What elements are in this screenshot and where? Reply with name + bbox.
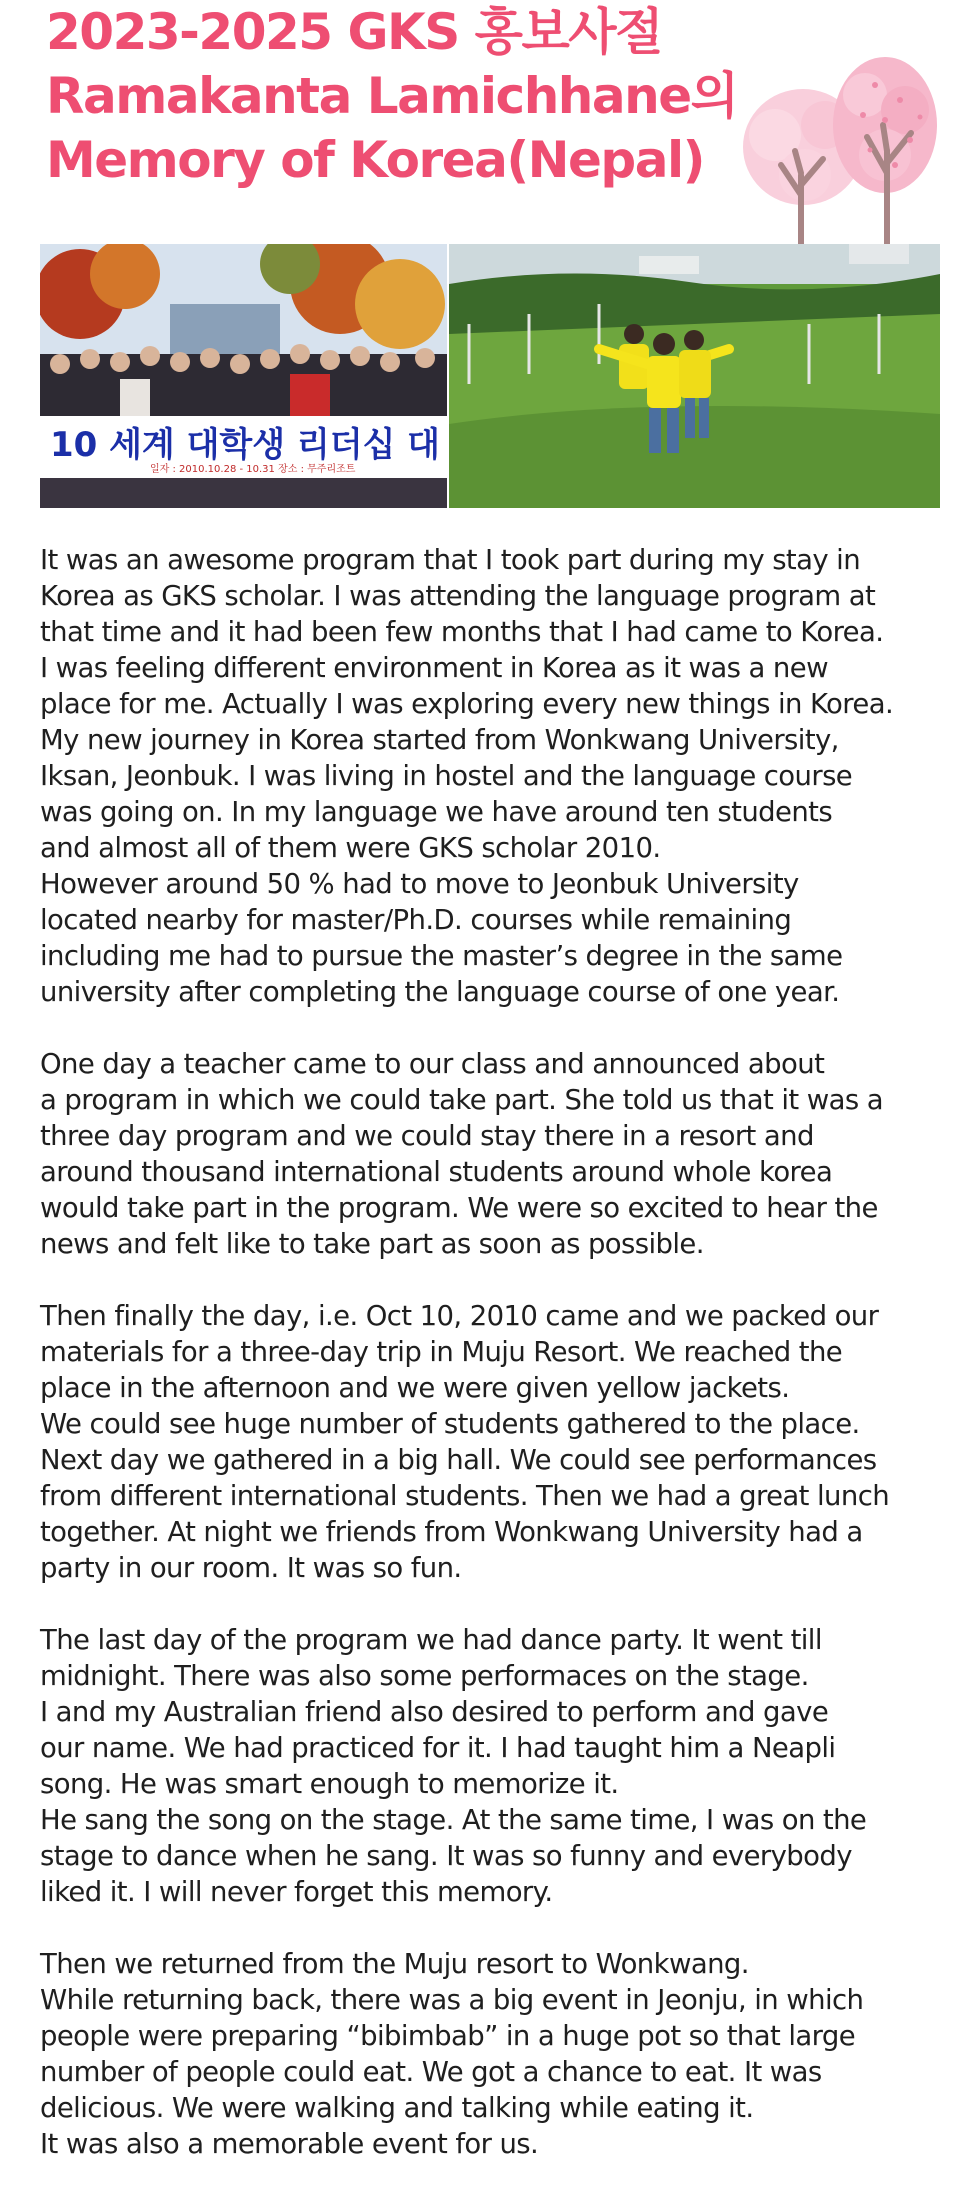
text-line: He sang the song on the stage. At the same time, I was on the (40, 1804, 867, 1836)
text-line: Then finally the day, i.e. Oct 10, 2010 came and we packed our (40, 1300, 879, 1332)
text-line: and almost all of them were GKS scholar 2010. (40, 832, 661, 864)
text-line: university after completing the language course of one year. (40, 976, 840, 1008)
text-line: was going on. In my language we have around ten students (40, 796, 833, 828)
paragraph-2 (40, 1046, 945, 1262)
text-line: that time and it had been few months that I had came to Korea. (40, 616, 884, 648)
text-line: located nearby for master/Ph.D. courses while remaining (40, 904, 792, 936)
text-line: news and felt like to take part as soon as possible. (40, 1228, 704, 1260)
text-line: I was feeling different environment in Korea as it was a new (40, 652, 828, 684)
text-line: Next day we gathered in a big hall. We could see performances (40, 1444, 877, 1476)
cherry-blossom-trees-illustration (735, 55, 945, 250)
text-line: people were preparing “bibimbab” in a huge pot so that large (40, 2020, 856, 2052)
paragraph-5 (40, 1946, 945, 2162)
text-line: stage to dance when he sang. It was so funny and everybody (40, 1840, 852, 1872)
paragraph-4 (40, 1622, 945, 1910)
text-line: materials for a three-day trip in Muju Resort. We reached the (40, 1336, 843, 1368)
text-line: song. He was smart enough to memorize it. (40, 1768, 619, 1800)
text-line: liked it. I will never forget this memory. (40, 1876, 553, 1908)
text-line: midnight. There was also some performaces on the stage. (40, 1660, 809, 1692)
text-line: Then we returned from the Muju resort to Wonkwang. (40, 1948, 749, 1980)
banner-text: 10 세계 대학생 리더십 대 (50, 425, 440, 465)
text-line: around thousand international students around whole korea (40, 1156, 833, 1188)
title-line-1: 2023-2025 GKS 홍보사절 (46, 3, 662, 61)
text-line: We could see huge number of students gathered to the place. (40, 1408, 860, 1440)
text-line: While returning back, there was a big event in Jeonju, in which (40, 1984, 864, 2016)
text-line: party in our room. It was so fun. (40, 1552, 462, 1584)
text-line: I and my Australian friend also desired to perform and gave (40, 1696, 829, 1728)
text-line: However around 50 % had to move to Jeonbuk University (40, 868, 799, 900)
text-line: One day a teacher came to our class and announced about (40, 1048, 825, 1080)
text-line: number of people could eat. We got a chance to eat. It was (40, 2056, 822, 2088)
text-line: Korea as GKS scholar. I was attending the language program at (40, 580, 876, 612)
text-line: a program in which we could take part. She told us that it was a (40, 1084, 883, 1116)
text-line: three day program and we could stay there in a resort and (40, 1120, 814, 1152)
text-line: It was also a memorable event for us. (40, 2128, 539, 2160)
banner-subtext: 일자 : 2010.10.28 - 10.31 장소 : 무주리조트 (150, 464, 356, 475)
page-title (46, 0, 766, 192)
text-line: Iksan, Jeonbuk. I was living in hostel and the language course (40, 760, 853, 792)
text-line: place in the afternoon and we were given yellow jackets. (40, 1372, 790, 1404)
text-line: would take part in the program. We were so excited to hear the (40, 1192, 878, 1224)
text-line: It was an awesome program that I took part during my stay in (40, 544, 861, 576)
paragraph-3 (40, 1298, 945, 1586)
text-line: including me had to pursue the master’s degree in the same (40, 940, 843, 972)
text-line: The last day of the program we had dance party. It went till (40, 1624, 822, 1656)
yellow-jacket-photo (449, 244, 940, 508)
title-line-2: Ramakanta Lamichhane의 (46, 67, 738, 125)
photo-strip (40, 244, 940, 508)
title-line-3: Memory of Korea(Nepal) (46, 131, 704, 189)
group-photo-banner (40, 244, 447, 508)
text-line: from different international students. Then we had a great lunch (40, 1480, 890, 1512)
text-line: together. At night we friends from Wonkwang University had a (40, 1516, 863, 1548)
text-line: our name. We had practiced for it. I had taught him a Neapli (40, 1732, 836, 1764)
article-body (40, 542, 945, 2198)
text-line: place for me. Actually I was exploring every new things in Korea. (40, 688, 894, 720)
text-line: My new journey in Korea started from Wonkwang University, (40, 724, 839, 756)
paragraph-1 (40, 542, 945, 1010)
text-line: delicious. We were walking and talking while eating it. (40, 2092, 754, 2124)
